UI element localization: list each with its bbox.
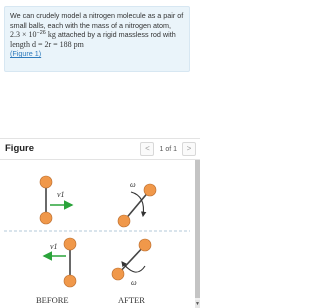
chevron-left-icon[interactable]: <: [140, 142, 154, 156]
mass-exponent: −26: [36, 30, 46, 37]
mass-value: 2.3 × 10: [10, 30, 37, 40]
omega-label-top: ω: [130, 180, 136, 189]
scroll-down-icon[interactable]: ▼: [195, 301, 200, 307]
problem-line-4: length d = 2r = 188 pm: [10, 39, 84, 49]
ball: [40, 176, 52, 188]
after-top-molecule: [118, 180, 156, 227]
mass-unit: kg: [45, 30, 56, 40]
figure-pager: [140, 142, 196, 156]
velocity-label-bottom: v1: [50, 242, 58, 251]
ball: [112, 268, 124, 280]
ball: [118, 215, 130, 227]
before-label: BEFORE: [36, 295, 69, 305]
figure-title: Figure: [5, 143, 35, 154]
problem-line-2: small balls, each with the mass of a nitrogen atom,: [10, 20, 171, 30]
problem-line-3: [10, 30, 184, 40]
ball: [144, 184, 156, 196]
figure-link[interactable]: (Figure 1): [10, 49, 42, 59]
scrollbar-thumb[interactable]: [195, 160, 200, 298]
velocity-label-top: v1: [57, 190, 65, 199]
before-top-molecule: [40, 176, 72, 224]
after-bottom-molecule: [112, 239, 151, 287]
figure-header: [0, 138, 200, 160]
ball: [64, 275, 76, 287]
page-indicator: 1 of 1: [159, 145, 177, 153]
ball: [40, 212, 52, 224]
ball: [64, 238, 76, 250]
problem-line-1: We can crudely model a nitrogen molecule as a pair of: [10, 11, 184, 20]
problem-line-3-rest: attached by a rigid massless rod with: [55, 30, 176, 40]
ball: [139, 239, 151, 251]
molecule-collision-figure: [0, 160, 194, 308]
before-bottom-molecule: [44, 238, 76, 287]
problem-statement: [4, 6, 190, 72]
omega-label-bottom: ω: [131, 278, 137, 287]
chevron-right-icon[interactable]: >: [182, 142, 196, 156]
after-label: AFTER: [118, 295, 145, 305]
